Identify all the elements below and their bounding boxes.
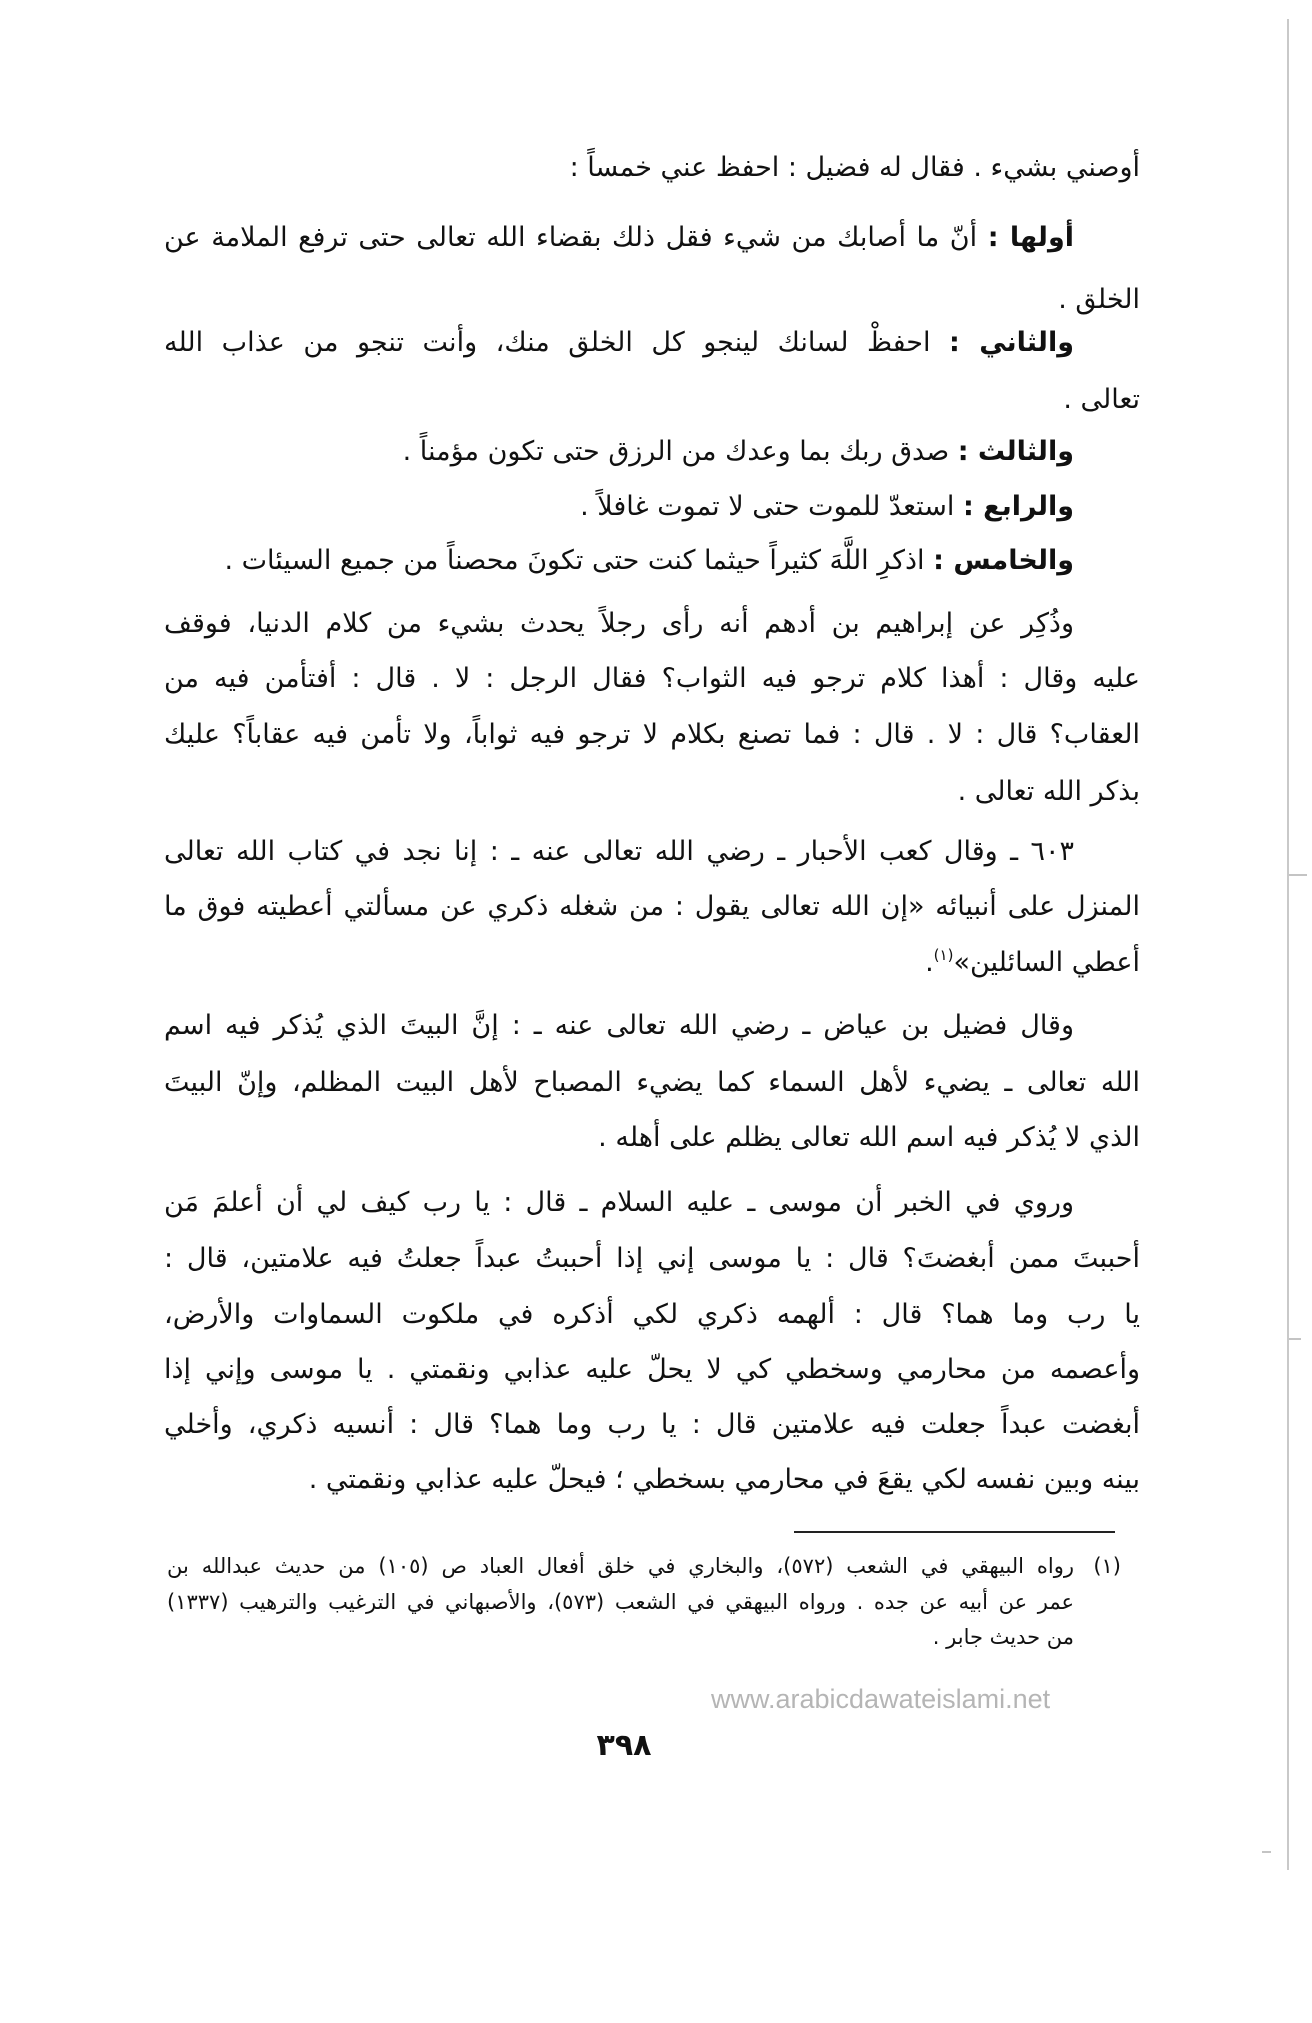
- paragraph-line: المنزل على أنبيائه «إن الله تعالى يقول : من شغله ذكري عن مسألتي أعطيته فوق ما: [164, 891, 1140, 922]
- paragraph-line: بينه وبين نفسه لكي يقعَ في محارمي بسخطي ؛ فيحلّ عليه عذابي ونقمتي .: [308, 1464, 1140, 1495]
- advice-label: والثالث :: [957, 436, 1074, 467]
- advice-item: [164, 216, 1074, 260]
- footnote-separator: [794, 1531, 1115, 1533]
- footnote-marker: (١): [1093, 1554, 1121, 1578]
- paragraph-line-text: أعطي السائلين»: [953, 947, 1140, 978]
- paragraph-line: أحببتَ ممن أبغضتَ؟ قال : يا موسى إني إذا أحببتُ عبداً جعلتُ فيه علامتين، قال :: [164, 1243, 1140, 1274]
- paragraph-line: وأعصمه من محارمي وسخطي كي لا يحلّ عليه عذابي ونقمتي . يا موسى وإني إذا: [164, 1354, 1140, 1385]
- advice-item: [164, 321, 1074, 365]
- scan-mark: [1262, 1851, 1271, 1853]
- advice-item: [164, 485, 1074, 529]
- paragraph-line: وقال فضيل بن عياض ـ رضي الله تعالى عنه ـ : إنَّ البيتَ الذي يُذكر فيه اسم: [164, 1010, 1074, 1041]
- advice-label: والرابع :: [962, 491, 1074, 522]
- watermark-url: www.arabicdawateislami.net: [711, 1684, 1051, 1714]
- advice-text-continued: تعالى .: [1063, 384, 1140, 415]
- paragraph-line: [164, 941, 1140, 985]
- paragraph-line: عليه وقال : أهذا كلام ترجو فيه الثواب؟ فقال الرجل : لا . قال : أفتأمن فيه من: [164, 663, 1140, 694]
- footnote-line: عمر عن أبيه عن جده . ورواه البيهقي في الشعب (٥٧٣)، والأصبهاني في الترغيب والترهيب (١٣٣٧): [167, 1590, 1074, 1614]
- intro-line: أوصني بشيء . فقال له فضيل : احفظ عني خمساً :: [569, 152, 1140, 183]
- page-number: ٣٩٨: [596, 1728, 652, 1763]
- advice-item: [164, 539, 1074, 583]
- advice-text: صدق ربك بما وعدك من الرزق حتى تكون مؤمناً .: [402, 436, 950, 467]
- footnote-line: من حديث جابر .: [932, 1625, 1074, 1649]
- scan-mark: [1289, 1338, 1301, 1340]
- advice-text: احفظْ لسانك لينجو كل الخلق منك، وأنت تنجو من عذاب الله: [164, 327, 931, 358]
- advice-item: [164, 430, 1074, 474]
- paragraph-line: وروي في الخبر أن موسى ـ عليه السلام ـ قال : يا رب كيف لي أن أعلمَ مَن: [164, 1187, 1074, 1218]
- paragraph-line: الذي لا يُذكر فيه اسم الله تعالى يظلم على أهله .: [598, 1122, 1140, 1153]
- footnote-reference: (١): [933, 945, 954, 964]
- paragraph-line: العقاب؟ قال : لا . قال : فما تصنع بكلام لا ترجو فيه ثواباً، ولا تأمن فيه عقاباً؟ عليك: [164, 719, 1140, 750]
- advice-label: والخامس :: [933, 545, 1074, 576]
- paragraph-line: وذُكِر عن إبراهيم بن أدهم أنه رأى رجلاً يحدث بشيء من كلام الدنيا، فوقف: [164, 608, 1074, 639]
- paragraph-line: أبغضت عبداً جعلت فيه علامتين قال : يا رب وما هما؟ قال : أنسيه ذكري، وأخلي: [164, 1409, 1140, 1440]
- advice-text: أنّ ما أصابك من شيء فقل ذلك بقضاء الله تعالى حتى ترفع الملامة عن: [164, 222, 978, 253]
- footnote-line: رواه البيهقي في الشعب (٥٧٢)، والبخاري في خلق أفعال العباد ص (١٠٥) من حديث عبدالله بن: [167, 1554, 1074, 1578]
- advice-label: والثاني :: [949, 327, 1074, 358]
- advice-text: اذكرِ اللَّهَ كثيراً حيثما كنت حتى تكونَ محصناً من جميع السيئات .: [224, 545, 925, 576]
- advice-label: أولها :: [987, 222, 1074, 253]
- scan-mark: [1289, 874, 1307, 876]
- advice-text: استعدّ للموت حتى لا تموت غافلاً .: [580, 491, 955, 522]
- paragraph-line-end: .: [925, 947, 934, 978]
- scan-edge-line: [1287, 19, 1289, 1870]
- paragraph-line: الله تعالى ـ يضيء لأهل السماء كما يضيء المصباح لأهل البيت المظلم، وإنّ البيتَ: [164, 1067, 1140, 1098]
- paragraph-line: يا رب وما هما؟ قال : ألهمه ذكري لكي أذكره في ملكوت السماوات والأرض،: [164, 1299, 1140, 1330]
- advice-text-continued: الخلق .: [1058, 284, 1140, 315]
- paragraph-line: بذكر الله تعالى .: [957, 776, 1140, 807]
- paragraph-line: ٦٠٣ ـ وقال كعب الأحبار ـ رضي الله تعالى عنه ـ : إنا نجد في كتاب الله تعالى: [164, 836, 1074, 867]
